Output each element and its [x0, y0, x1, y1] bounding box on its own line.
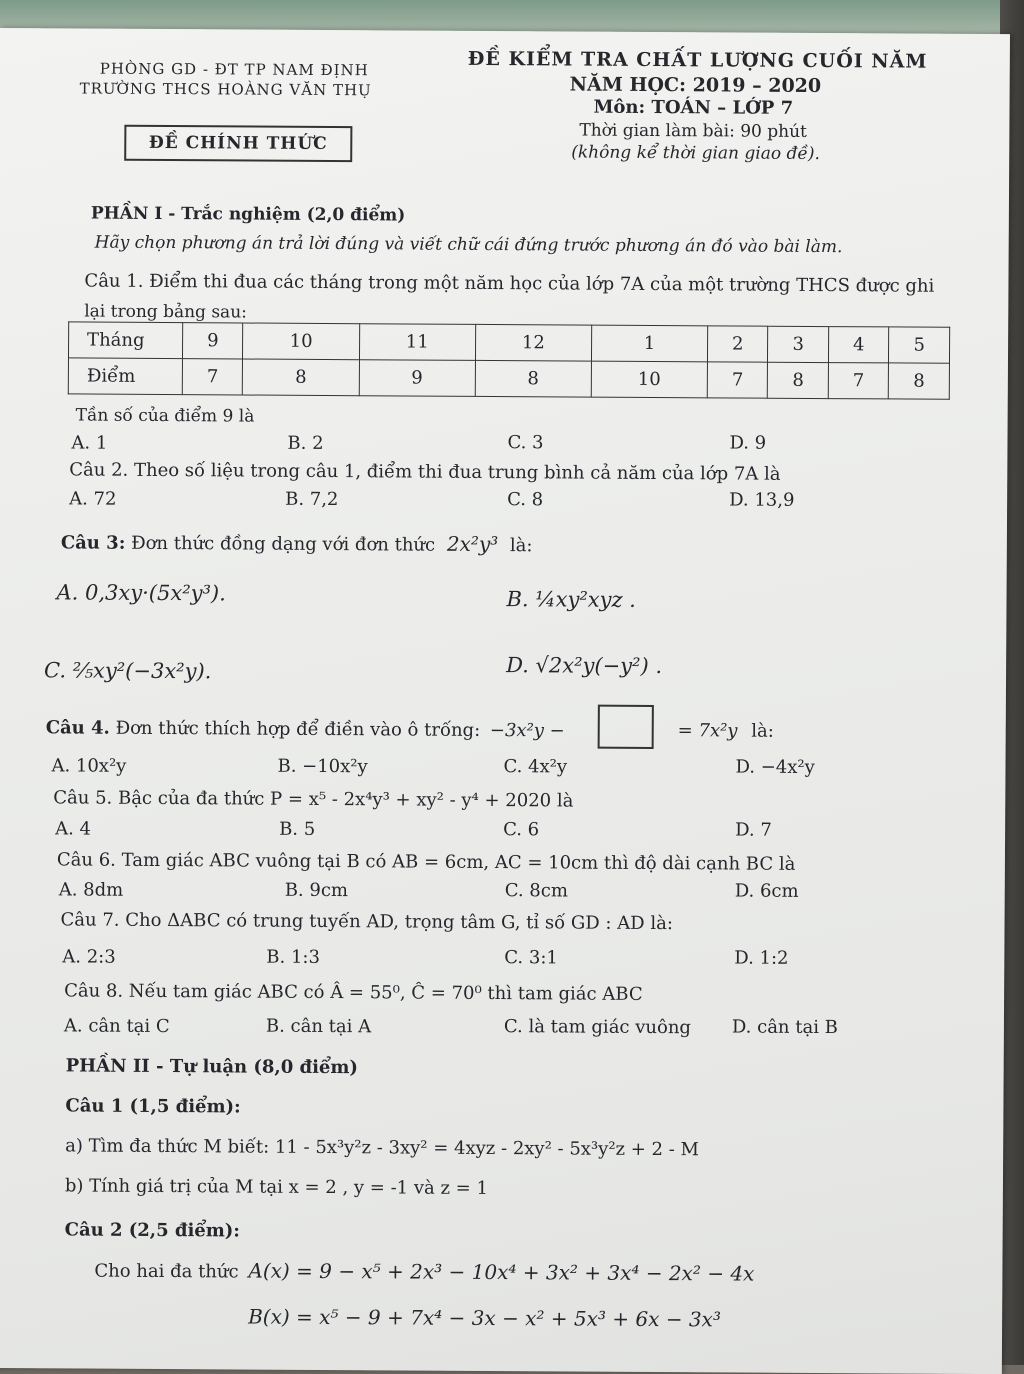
part2-c2-title: Câu 2 (2,5 điểm):: [64, 1219, 241, 1242]
part2-c2-poly-b: B(x) = x⁵ − 9 + 7x⁴ − 3x − x² + 5x³ + 6x − 3x³: [248, 1304, 721, 1332]
q1-option-b: B. 2: [287, 432, 324, 454]
q8-option-c: C. là tam giác vuông: [503, 1016, 692, 1039]
score-cell: 7: [707, 362, 768, 398]
month-cell: 5: [889, 327, 950, 363]
score-cell: 8: [475, 360, 591, 397]
q8-option-d: D. cân tại B: [731, 1016, 839, 1039]
q7-option-b: B. 1:3: [266, 946, 321, 968]
official-label: ĐỀ CHÍNH THỨC: [124, 125, 352, 162]
q8-text: Câu 8. Nếu tam giác ABC có Â = 55⁰, Ĉ = 70⁰ thì tam giác ABC: [64, 980, 643, 1005]
q1-text-line1: Câu 1. Điểm thi đua các tháng trong một năm học của lớp 7A của một trường THCS được ghi: [84, 270, 935, 297]
part1-instruction: Hãy chọn phương án trả lời đúng và viết chữ cái đứng trước phương án đó vào bài làm.: [94, 232, 843, 258]
q7-option-c: C. 3:1: [504, 947, 558, 969]
score-cell: 10: [591, 361, 707, 398]
score-cell: 7: [828, 363, 889, 399]
q4-text: Đơn thức thích hợp để điền vào ô trống:: [115, 717, 481, 741]
q3-option-a: A. 0,3xy·(5x²y³).: [56, 580, 226, 606]
subject: Môn: TOÁN – LỚP 7: [593, 96, 794, 119]
q7-text: Câu 7. Cho ΔABC có trung tuyến AD, trọng tâm G, tỉ số GD : AD là:: [60, 909, 673, 935]
q5-option-c: C. 6: [503, 819, 540, 841]
q6-option-c: C. 8cm: [504, 880, 568, 902]
q2-option-a: A. 72: [69, 488, 117, 510]
q1-option-c: C. 3: [507, 432, 544, 454]
month-cell: 10: [243, 323, 359, 360]
part2-c2-poly-a: A(x) = 9 − x⁵ + 2x³ − 10x⁴ + 3x² + 3x⁴ − 2x² − 4x: [248, 1258, 755, 1286]
q3-option-c: C. ⅖xy²(−3x²y).: [44, 658, 212, 684]
q3-text: Đơn thức đồng dạng với đơn thức: [131, 532, 436, 556]
month-cell: 4: [828, 327, 889, 363]
header-dept: PHÒNG GD - ĐT TP NAM ĐỊNH: [99, 59, 369, 80]
q8-option-a: A. cân tại C: [63, 1015, 170, 1038]
q4-expr-left: −3x²y −: [489, 720, 565, 742]
q3-label: Câu 3:: [60, 532, 126, 554]
part2-title: PHẦN II - Tự luận (8,0 điểm): [65, 1055, 359, 1079]
score-cell: 8: [768, 362, 829, 398]
q1-option-a: A. 1: [71, 432, 108, 454]
q1-option-d: D. 9: [729, 432, 767, 454]
month-cell: 12: [475, 324, 591, 361]
q1-question: Tần số của điểm 9 là: [75, 405, 255, 427]
table-header-month: Tháng: [68, 322, 182, 359]
q4-suffix: là:: [751, 720, 774, 742]
q8-option-b: B. cân tại A: [265, 1015, 372, 1038]
q6-option-d: D. 6cm: [734, 880, 799, 902]
part2-c1-title: Câu 1 (1,5 điểm):: [65, 1095, 241, 1118]
q1-text-line2: lại trong bảng sau:: [84, 301, 247, 323]
exam-time-note: (không kể thời gian giao đề).: [571, 142, 820, 165]
q5-option-b: B. 5: [279, 818, 316, 840]
q3-option-b: B. ¼xy²xyz .: [506, 587, 636, 612]
score-cell: 7: [182, 359, 243, 395]
month-cell: 11: [359, 324, 475, 361]
q3-expr: 2x²y³: [446, 531, 499, 557]
q6-text: Câu 6. Tam giác ABC vuông tại B có AB = 6cm, AC = 10cm thì độ dài cạnh BC là: [56, 849, 796, 875]
exam-title: ĐỀ KIỂM TRA CHẤT LƯỢNG CUỐI NĂM: [467, 47, 928, 73]
scores-table: [68, 321, 950, 399]
q5-option-a: A. 4: [55, 818, 92, 840]
score-cell: 9: [359, 360, 475, 397]
q4-blank-box: [598, 705, 654, 749]
table-row-months: [68, 322, 949, 363]
q3-line: [61, 530, 533, 557]
q4-option-b: B. −10x²y: [277, 755, 368, 778]
month-cell: 1: [591, 325, 707, 362]
q3-option-d: D. √2x²y(−y²) .: [506, 653, 663, 679]
q6-option-b: B. 9cm: [284, 879, 349, 902]
table-row-scores: [68, 358, 949, 399]
exam-paper: [0, 28, 1010, 1374]
q3-suffix: là:: [509, 535, 533, 557]
exam-time: Thời gian làm bài: 90 phút: [579, 120, 807, 142]
q7-option-a: A. 2:3: [62, 946, 116, 968]
q4-label: Câu 4.: [45, 717, 110, 739]
month-cell: 2: [707, 326, 768, 362]
q2-option-b: B. 7,2: [285, 488, 339, 511]
q2-option-c: C. 8: [507, 489, 544, 511]
part1-title: PHẦN I - Trắc nghiệm (2,0 điểm): [90, 203, 406, 226]
q4-option-c: C. 4x²y: [503, 756, 568, 778]
part2-c1-a: a) Tìm đa thức M biết: 11 - 5x³y²z - 3xy² = 4xyz - 2xy² - 5x³y²z + 2 - M: [65, 1135, 700, 1161]
part2-c2-intro: Cho hai đa thức: [94, 1260, 239, 1283]
score-cell: 8: [889, 363, 950, 399]
q7-option-d: D. 1:2: [734, 947, 789, 969]
q4-line-right: [678, 721, 774, 742]
header-school: TRƯỜNG THCS HOÀNG VĂN THỤ: [79, 79, 372, 100]
q4-line: [46, 718, 565, 742]
q4-option-a: A. 10x²y: [51, 755, 127, 777]
q2-option-d: D. 13,9: [729, 489, 795, 511]
score-cell: 8: [243, 359, 359, 396]
table-header-score: Điểm: [68, 358, 182, 395]
q6-option-a: A. 8dm: [58, 879, 124, 901]
q5-text: Câu 5. Bậc của đa thức P = x⁵ - 2x⁴y³ + xy² - y⁴ + 2020 là: [53, 787, 574, 812]
q4-option-d: D. −4x²y: [735, 756, 815, 778]
month-cell: 9: [182, 323, 243, 359]
part2-c1-b: b) Tính giá trị của M tại x = 2 , y = -1 và z = 1: [64, 1175, 489, 1200]
month-cell: 3: [768, 326, 829, 362]
q2-text: Câu 2. Theo số liệu trong câu 1, điểm thi đua trung bình cả năm của lớp 7A là: [69, 459, 781, 485]
q4-expr-right: = 7x²y: [677, 720, 738, 742]
school-year: NĂM HỌC: 2019 – 2020: [569, 73, 822, 98]
q5-option-d: D. 7: [735, 819, 772, 841]
